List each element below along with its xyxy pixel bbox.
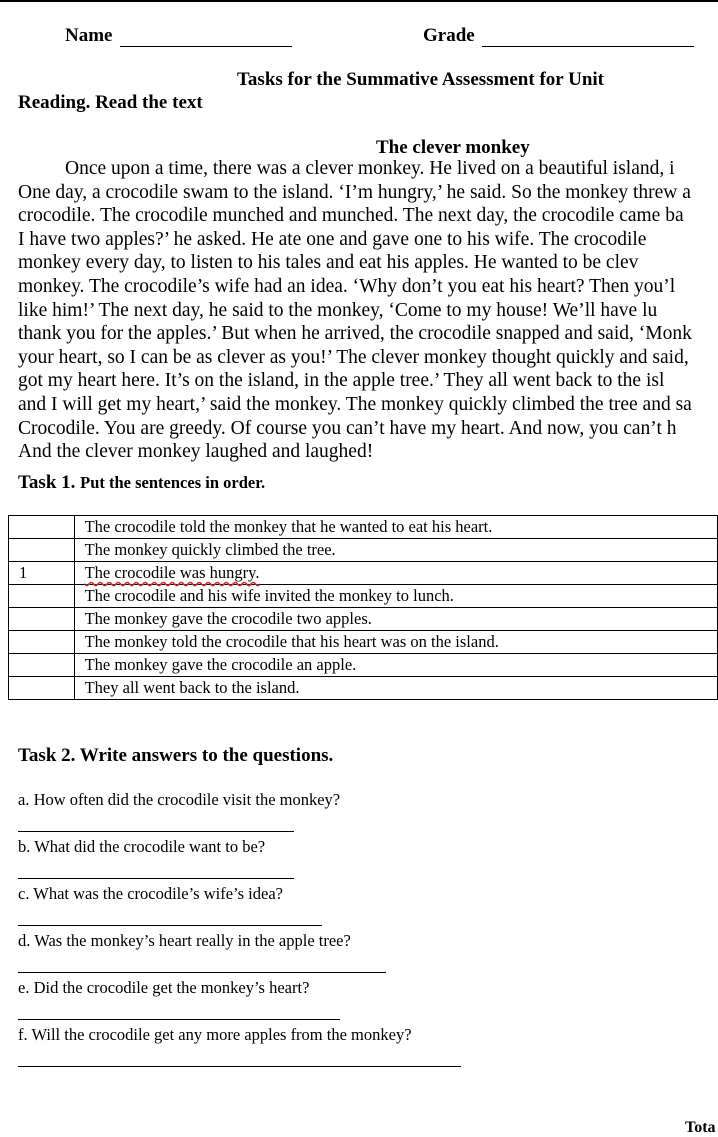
sentence-cell: The monkey gave the crocodile two apples. — [74, 608, 717, 631]
table-row — [9, 562, 718, 585]
sentence-cell: The crocodile told the monkey that he wanted to eat his heart. — [74, 516, 717, 539]
order-number-cell[interactable] — [9, 585, 75, 608]
assessment-title: Tasks for the Summative Assessment for Unit — [237, 69, 605, 90]
sentence-cell: The crocodile and his wife invited the monkey to lunch. — [74, 585, 717, 608]
sentence-cell: The monkey gave the crocodile an apple. — [74, 654, 717, 677]
answer-line-c[interactable] — [18, 925, 322, 926]
order-number-cell[interactable] — [9, 539, 75, 562]
question-d: d. Was the monkey’s heart really in the apple tree? — [18, 931, 351, 950]
sentence-cell: They all went back to the island. — [74, 677, 717, 700]
question-b: b. What did the crocodile want to be? — [18, 837, 266, 856]
task2-heading: Task 2. Write answers to the questions. — [18, 745, 334, 766]
task1-instruction: Put the sentences in order. — [80, 473, 266, 492]
answer-line-a[interactable] — [18, 831, 294, 832]
top-border — [0, 0, 718, 2]
story-line: monkey. The crocodile’s wife had an idea. ‘Why don’t you eat his heart? Then you’l — [18, 275, 676, 297]
table-row — [9, 677, 718, 700]
story-line: monkey every day, to listen to his tales and eat his apples. He wanted to be clev — [18, 252, 639, 274]
order-number-cell[interactable] — [9, 677, 75, 700]
question-e: e. Did the crocodile get the monkey’s heart? — [18, 978, 310, 997]
grade-field[interactable] — [482, 46, 694, 47]
answer-line-b[interactable] — [18, 878, 294, 879]
total-label: Tota — [685, 1119, 716, 1136]
question-a: a. How often did the crocodile visit the monkey? — [18, 790, 341, 809]
table-row — [9, 539, 718, 562]
task1-label: Task 1. — [18, 472, 76, 493]
reading-instruction: Reading. Read the text — [18, 92, 203, 113]
order-number-cell[interactable] — [9, 631, 75, 654]
sentence-order-table — [8, 515, 718, 700]
order-number-cell[interactable] — [9, 654, 75, 677]
question-f: f. Will the crocodile get any more apples from the monkey? — [18, 1025, 412, 1044]
sentence-cell — [74, 562, 717, 585]
story-line: Once upon a time, there was a clever monkey. He lived on a beautiful island, i — [65, 158, 675, 179]
table-row — [9, 608, 718, 631]
question-c: c. What was the crocodile’s wife’s idea? — [18, 884, 283, 903]
story-line: and I will get my heart,’ said the monkey. The monkey quickly climbed the tree and sa — [18, 393, 692, 415]
order-number-cell[interactable] — [9, 608, 75, 631]
story-title: The clever monkey — [376, 137, 530, 158]
story-line: your heart, so I can be as clever as you!’ The clever monkey thought quickly and said, — [18, 346, 689, 368]
story-line: like him!’ The next day, he said to the monkey, ‘Come to my house! We’ll have lu — [18, 299, 658, 321]
story-line: One day, a crocodile swam to the island. ‘I’m hungry,’ he said. So the monkey threw a — [18, 181, 691, 203]
sentence-cell: The monkey told the crocodile that his heart was on the island. — [74, 631, 717, 654]
table-row — [9, 654, 718, 677]
story-line: thank you for the apples.’ But when he arrived, the crocodile snapped and said, ‘Monk — [18, 323, 692, 345]
task1-heading — [18, 472, 265, 494]
story-line: crocodile. The crocodile munched and munched. The next day, the crocodile came ba — [18, 205, 684, 227]
table-row — [9, 516, 718, 539]
sentence-cell: The monkey quickly climbed the tree. — [74, 539, 717, 562]
grade-label: Grade — [423, 25, 475, 46]
sentence-text-spellcheck: The crocodile was hungry. — [84, 563, 260, 582]
name-field[interactable] — [120, 46, 292, 47]
story-text — [18, 157, 718, 464]
answer-line-f[interactable] — [18, 1066, 461, 1067]
order-number-cell[interactable] — [9, 516, 75, 539]
story-line: got my heart here. It’s on the island, in the apple tree.’ They all went back to the isl — [18, 370, 665, 392]
name-label: Name — [65, 25, 113, 46]
table-row — [9, 631, 718, 654]
answer-line-e[interactable] — [18, 1019, 340, 1020]
table-row — [9, 585, 718, 608]
answer-line-d[interactable] — [18, 972, 386, 973]
order-number-cell[interactable]: 1 — [9, 562, 75, 585]
story-line: I have two apples?’ he asked. He ate one and gave one to his wife. The crocodile — [18, 228, 647, 250]
story-line: And the clever monkey laughed and laughed! — [18, 441, 374, 463]
story-line: Crocodile. You are greedy. Of course you can’t have my heart. And now, you can’t h — [18, 417, 677, 439]
